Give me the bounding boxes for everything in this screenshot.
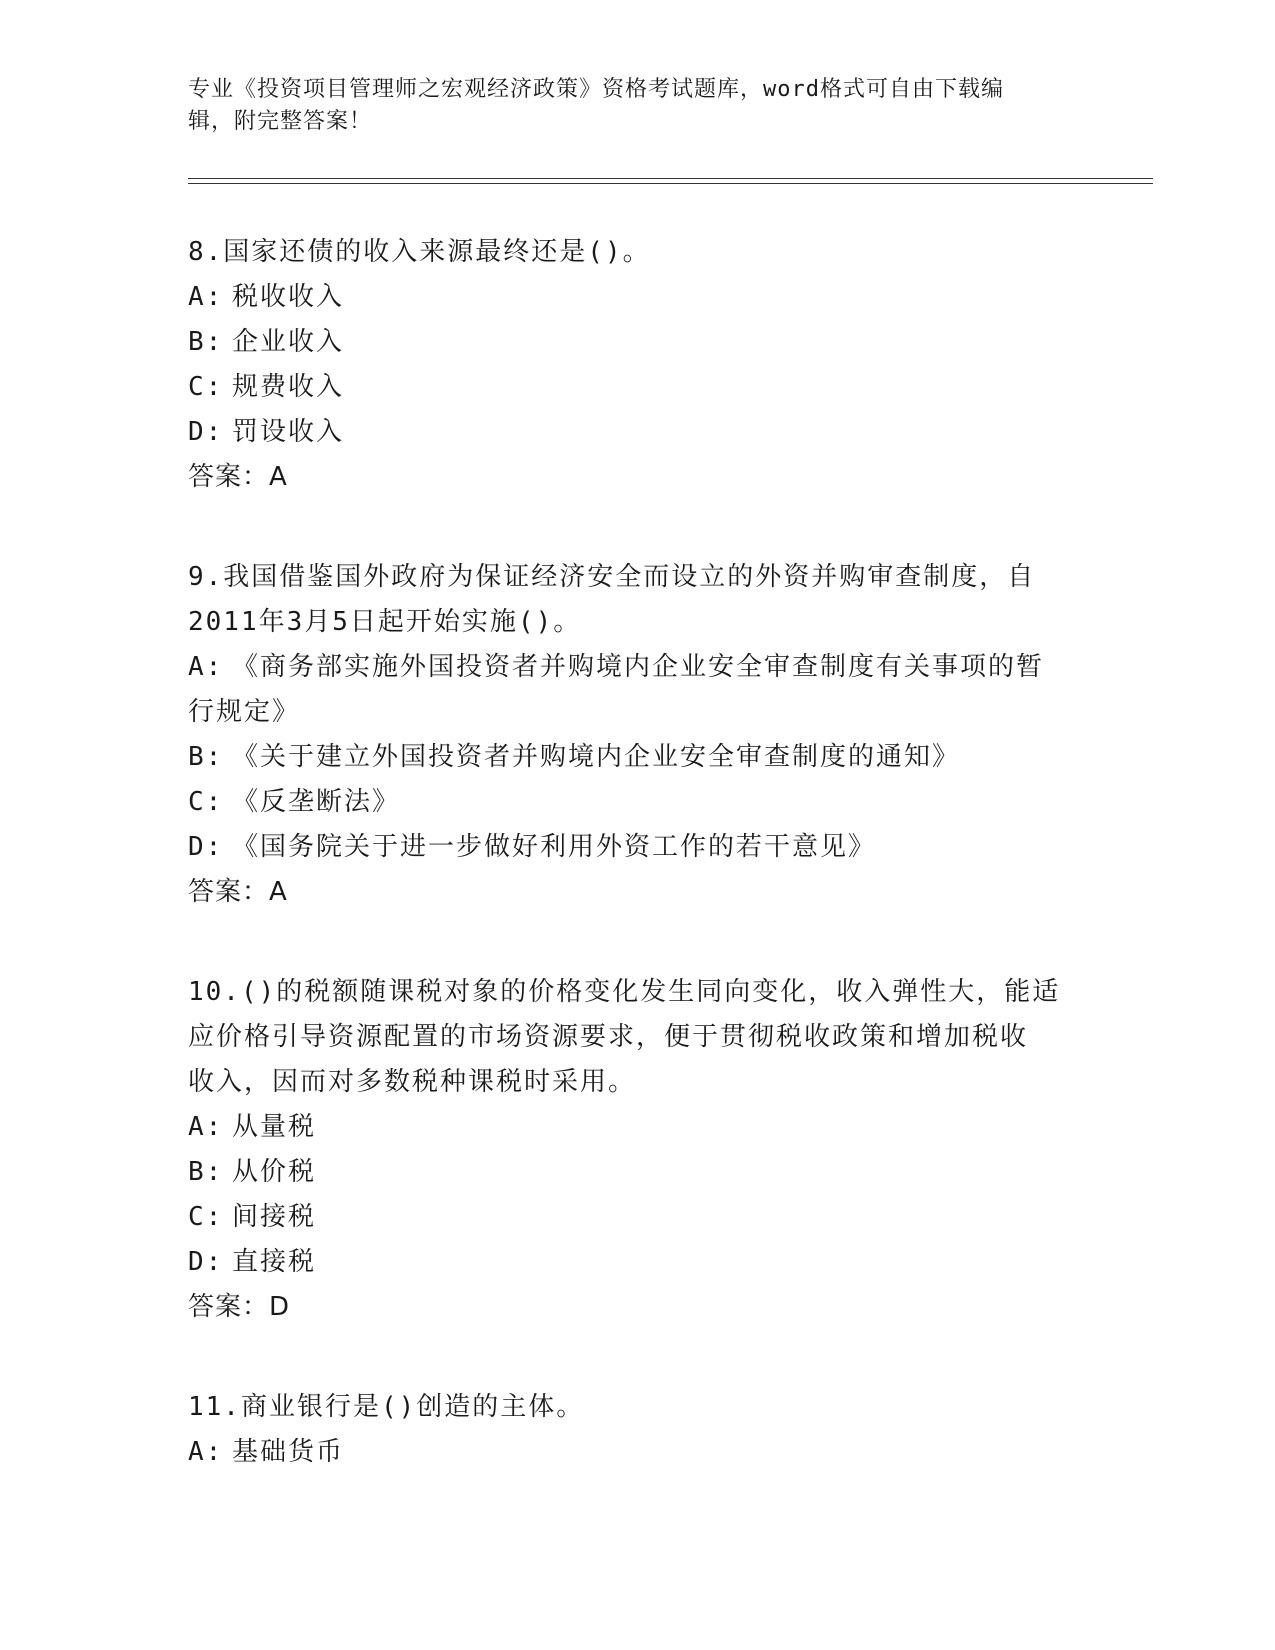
option-text: 罚设收入 (232, 417, 345, 447)
question-stem: 9.我国借鉴国外政府为保证经济安全而设立的外资并购审查制度，自 (188, 562, 1036, 592)
answer-line: 答案：A (188, 462, 288, 492)
header-divider-bottom (188, 183, 1153, 184)
header-line-2: 辑，附完整答案！ (188, 109, 373, 134)
option-b (188, 735, 1088, 780)
document-header (188, 74, 1088, 138)
option-a (188, 275, 1088, 320)
header-divider-top (188, 178, 1153, 179)
option-text: 《商务部实施外国投资者并购境内企业安全审查制度有关事项的暂 (232, 652, 1045, 682)
question-stem: 11.商业银行是()创造的主体。 (188, 1392, 585, 1422)
question-stem: 10.()的税额随课税对象的价格变化发生同向变化，收入弹性大，能适 (188, 977, 1061, 1007)
option-d (188, 410, 1088, 455)
option-letter: A: (188, 1112, 224, 1142)
option-text: 《国务院关于进一步做好利用外资工作的若干意见》 (232, 832, 877, 862)
option-letter: A: (188, 652, 224, 682)
option-text: 从价税 (232, 1157, 317, 1187)
question-10 (188, 970, 1088, 1330)
option-text: 企业收入 (232, 327, 345, 357)
question-stem: 8.国家还债的收入来源最终还是()。 (188, 237, 651, 267)
option-text: 《关于建立外国投资者并购境内企业安全审查制度的通知》 (232, 742, 961, 772)
option-letter: D: (188, 1247, 224, 1277)
question-8 (188, 230, 1088, 500)
option-text-continued: 行规定》 (188, 697, 301, 727)
option-text: 间接税 (232, 1202, 317, 1232)
question-stem: 应价格引导资源配置的市场资源要求，便于贯彻税收政策和增加税收 (188, 1022, 1029, 1052)
option-d (188, 825, 1088, 870)
option-text: 基础货币 (232, 1437, 345, 1467)
question-9 (188, 555, 1088, 915)
question-stem: 2011年3月5日起开始实施()。 (188, 607, 582, 637)
option-letter: D: (188, 417, 224, 447)
question-stem: 收入，因而对多数税种课税时采用。 (188, 1067, 637, 1097)
option-d (188, 1240, 1088, 1285)
option-a (188, 1430, 1088, 1475)
option-c (188, 780, 1088, 825)
option-letter: A: (188, 282, 224, 312)
option-text: 税收收入 (232, 282, 345, 312)
question-11 (188, 1385, 1088, 1475)
option-letter: B: (188, 327, 224, 357)
option-letter: D: (188, 832, 224, 862)
option-letter: C: (188, 372, 224, 402)
option-b (188, 320, 1088, 365)
option-text: 从量税 (232, 1112, 317, 1142)
answer-line: 答案：A (188, 877, 288, 907)
option-letter: C: (188, 1202, 224, 1232)
option-c (188, 365, 1088, 410)
option-letter: B: (188, 742, 224, 772)
option-a (188, 1105, 1088, 1150)
option-letter: B: (188, 1157, 224, 1187)
header-line-1: 专业《投资项目管理师之宏观经济政策》资格考试题库，word格式可自由下载编 (188, 77, 1004, 102)
option-letter: A: (188, 1437, 224, 1467)
option-letter: C: (188, 787, 224, 817)
option-c (188, 1195, 1088, 1240)
option-b (188, 1150, 1088, 1195)
answer-line: 答案：D (188, 1292, 291, 1322)
option-a (188, 645, 1088, 690)
option-text: 直接税 (232, 1247, 317, 1277)
option-text: 规费收入 (232, 372, 345, 402)
option-text: 《反垄断法》 (232, 787, 401, 817)
